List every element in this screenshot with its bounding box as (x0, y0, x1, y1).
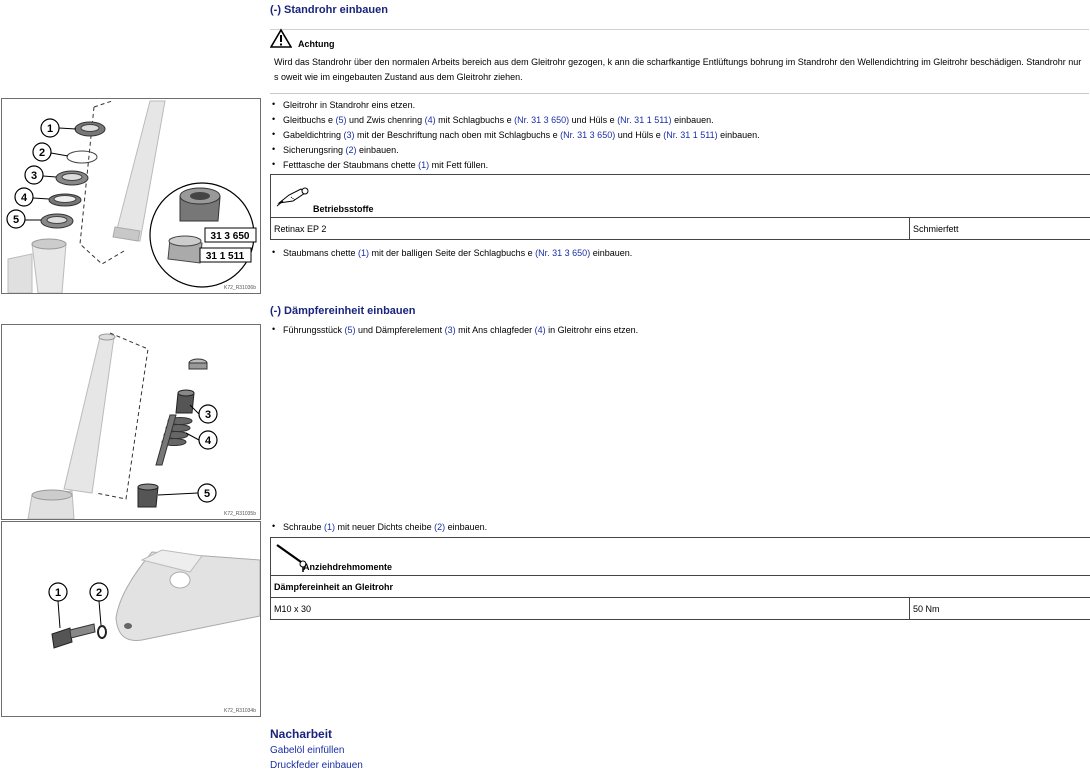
grease-gun-icon (275, 181, 313, 207)
step-list-schraube (270, 520, 487, 535)
step-item (270, 323, 638, 338)
step-list-staubmanschette (270, 246, 632, 261)
supplies-header (271, 175, 1090, 218)
step-text: einbauen. (717, 130, 760, 140)
reference-link[interactable]: (4) (534, 325, 546, 335)
figure-code: K72_R31034b (224, 708, 256, 714)
supplies-table (270, 174, 1090, 240)
screw (52, 624, 95, 648)
step-text: einbauen. (590, 248, 633, 258)
figure-schraube-drawing (2, 522, 260, 716)
reference-link[interactable]: (Nr. 31 3 650) (514, 115, 570, 125)
step-text: Fetttasche der Staubmans chette (283, 160, 419, 170)
tool-label-31-3-650: 31 3 650 (210, 231, 250, 242)
step-text: einbauen. (671, 115, 714, 125)
step-text: Staubmans chette (283, 248, 359, 258)
warning-box (270, 29, 1089, 94)
torque-header (271, 538, 1090, 576)
callout-3 (190, 405, 217, 423)
gleitrohr-bottom (116, 550, 260, 641)
svg-text:3: 3 (204, 409, 212, 421)
callout-1 (49, 583, 67, 628)
reference-link[interactable]: (Nr. 31 3 650) (560, 130, 616, 140)
step-text: mit Ans chlagfeder (455, 325, 535, 335)
torque-value-cell: 50 Nm (910, 598, 1090, 620)
footer-title: Nacharbeit (270, 727, 333, 741)
link-druckfeder-einbauen[interactable]: Druckfeder einbauen (270, 760, 363, 771)
step-list-standrohr (270, 98, 760, 173)
callout-4 (15, 188, 49, 206)
step-text: Gleitbuchs e (283, 115, 336, 125)
step-text: und Hüls e (615, 130, 664, 140)
step-item (270, 128, 760, 143)
callout-5 (158, 484, 216, 502)
step-text: mit neuer Dichts cheibe (335, 522, 435, 532)
callout-4 (186, 431, 217, 449)
callout-2 (90, 583, 108, 625)
section-title-standrohr: (-) Standrohr einbauen (270, 4, 388, 16)
svg-text:2: 2 (95, 587, 103, 599)
step-text: mit Schlagbuchs e (435, 115, 515, 125)
step-text: Gleitrohr in Standrohr eins etzen. (283, 100, 416, 110)
step-text: einbauen. (445, 522, 488, 532)
reference-link[interactable]: (4) (424, 115, 436, 125)
reference-link[interactable]: (2) (434, 522, 446, 532)
svg-text:1: 1 (54, 587, 62, 599)
warning-label: Achtung (298, 39, 335, 49)
torque-name-cell: M10 x 30 (271, 598, 910, 620)
figure-daempfer-drawing (2, 325, 260, 519)
reference-link[interactable]: (Nr. 31 3 650) (535, 248, 591, 258)
figure-code: K72_R31035b (224, 511, 256, 517)
step-text: Führungsstück (283, 325, 345, 335)
svg-text:5: 5 (12, 214, 20, 226)
svg-text:3: 3 (30, 170, 38, 182)
figure-standrohr-drawing (2, 99, 260, 293)
step-text: einbauen. (356, 145, 399, 155)
reference-link[interactable]: (2) (345, 145, 357, 155)
step-text: Schraube (283, 522, 325, 532)
step-list-daempfer (270, 323, 638, 338)
callout-3 (25, 166, 56, 184)
supplies-type-cell: Schmierfett (910, 218, 1090, 240)
reference-link[interactable]: (5) (344, 325, 356, 335)
step-item (270, 113, 760, 128)
step-item (270, 143, 760, 158)
step-text: mit Fett füllen. (429, 160, 489, 170)
reference-link[interactable]: (3) (444, 325, 456, 335)
supplies-name-cell: Retinax EP 2 (271, 218, 910, 240)
torque-subhead: Dämpfereinheit an Gleitrohr (271, 576, 1090, 598)
callout-label: 1 (46, 123, 54, 135)
step-text: mit der Beschriftung nach oben mit Schlagbuchs e (354, 130, 561, 140)
tools-detail (150, 183, 256, 287)
reference-link[interactable]: (5) (335, 115, 347, 125)
warning-text: Wird das Standrohr über den normalen Arbeits bereich aus dem Gleitrohr gezogen, k ann die scharfkantige Entlüftungs bohrung im Standrohr den Wellendichtring im Gleitrohr beschädigen. Standrohr nur s oweit wie im eingebauten Zustand aus dem Gleitrohr ziehen. (274, 57, 1082, 82)
svg-text:4: 4 (204, 435, 212, 447)
reference-link[interactable]: (3) (343, 130, 355, 140)
step-text: und Dämpferelement (355, 325, 445, 335)
step-text: in Gleitrohr eins etzen. (545, 325, 639, 335)
torque-label: Anziehdrehmomente (303, 562, 393, 572)
figure-daempfereinheit (1, 324, 261, 520)
step-item (270, 158, 760, 173)
step-text: und Zwis chenring (346, 115, 425, 125)
svg-text:5: 5 (203, 488, 211, 500)
figure-standrohr-parts (1, 98, 261, 294)
step-item (270, 98, 760, 113)
step-text: und Hüls e (569, 115, 618, 125)
callout-1 (41, 119, 76, 137)
reference-link[interactable]: (1) (324, 522, 336, 532)
supplies-label: Betriebsstoffe (313, 204, 374, 214)
link-gabeloel-einfuellen[interactable]: Gabelöl einfüllen (270, 745, 345, 756)
step-text: Sicherungsring (283, 145, 346, 155)
svg-text:4: 4 (20, 192, 28, 204)
callout-2 (33, 143, 68, 161)
step-text: mit der balligen Seite der Schlagbuchs e (369, 248, 536, 258)
gleitrohr-tube (28, 334, 115, 519)
callout-5 (7, 210, 41, 228)
step-text: Gabeldichtring (283, 130, 344, 140)
step-item (270, 246, 632, 261)
reference-link[interactable]: (Nr. 31 1 511) (663, 130, 718, 140)
reference-link[interactable]: (1) (418, 160, 430, 170)
tool-label-31-1-511: 31 1 511 (205, 251, 245, 262)
reference-link[interactable]: (1) (358, 248, 370, 258)
step-item (270, 520, 487, 535)
reference-link[interactable]: (Nr. 31 1 511) (617, 115, 672, 125)
svg-text:2: 2 (38, 147, 46, 159)
figure-schraube (1, 521, 261, 717)
section-title-daempfereinheit: (-) Dämpfereinheit einbauen (270, 305, 416, 317)
figure-code: K72_R31036b (224, 285, 256, 291)
warning-triangle-icon (270, 28, 292, 48)
torque-table (270, 537, 1090, 620)
